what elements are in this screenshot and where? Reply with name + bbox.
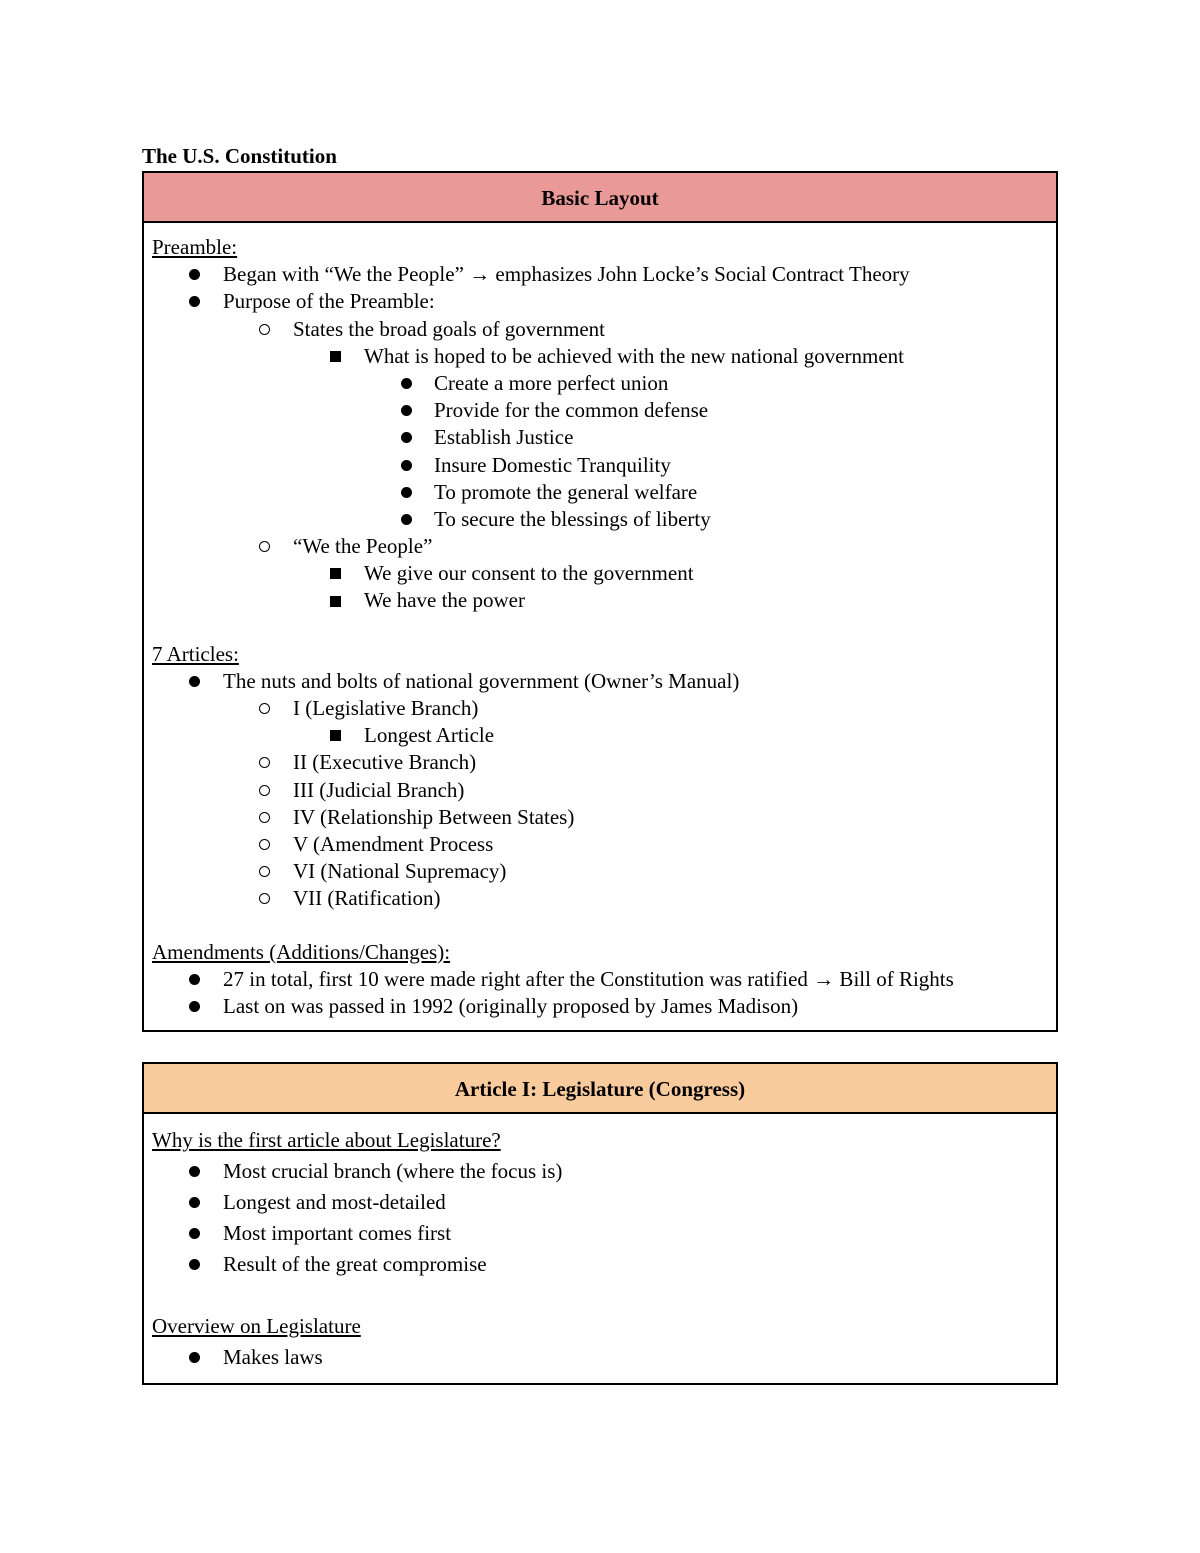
- bullet-dot-icon: [189, 1249, 200, 1280]
- bullet-square-icon: [330, 722, 341, 749]
- list-item: Makes laws: [152, 1342, 1048, 1373]
- list-item: The nuts and bolts of national government (Owner’s Manual): [152, 668, 1048, 695]
- list-item: Longest Article: [152, 722, 1048, 749]
- overview-heading: Overview on Legislature: [152, 1314, 361, 1338]
- list-item: Insure Domestic Tranquility: [152, 452, 1048, 479]
- bullet-circle-icon: [259, 777, 270, 804]
- list-item: Began with “We the People” → emphasizes John Locke’s Social Contract Theory: [152, 261, 1048, 288]
- bullet-square-icon: [330, 343, 341, 370]
- amendments-list: [152, 966, 1048, 1020]
- bullet-dot-icon: [401, 506, 412, 533]
- why-list: [152, 1156, 1048, 1280]
- bullet-dot-icon: [401, 424, 412, 451]
- bullet-circle-icon: [259, 858, 270, 885]
- list-item: We have the power: [152, 587, 1048, 614]
- why-heading: Why is the first article about Legislature?: [152, 1128, 501, 1152]
- preamble-heading: Preamble:: [152, 235, 238, 259]
- bullet-circle-icon: [259, 885, 270, 912]
- list-item: “We the People”: [152, 533, 1048, 560]
- preamble-list: [152, 261, 1048, 614]
- list-item: Establish Justice: [152, 424, 1048, 451]
- list-item: Last on was passed in 1992 (originally proposed by James Madison): [152, 993, 1048, 1020]
- list-item: VI (National Supremacy): [152, 858, 1048, 885]
- bullet-dot-icon: [189, 261, 200, 288]
- amendments-heading: Amendments (Additions/Changes):: [152, 939, 451, 964]
- list-item: States the broad goals of government: [152, 316, 1048, 343]
- document-title: The U.S. Constitution: [142, 144, 337, 168]
- list-item: I (Legislative Branch): [152, 695, 1048, 722]
- articles-list: [152, 668, 1048, 913]
- list-item: Provide for the common defense: [152, 397, 1048, 424]
- list-item: What is hoped to be achieved with the new national government: [152, 343, 1048, 370]
- bullet-square-icon: [330, 560, 341, 587]
- list-item: To promote the general welfare: [152, 479, 1048, 506]
- bullet-dot-icon: [189, 668, 200, 695]
- bullet-circle-icon: [259, 831, 270, 858]
- bullet-circle-icon: [259, 316, 270, 343]
- bullet-dot-icon: [401, 479, 412, 506]
- bullet-dot-icon: [189, 966, 200, 993]
- list-item: II (Executive Branch): [152, 749, 1048, 776]
- basic-layout-body: [144, 223, 1056, 1020]
- list-item: V (Amendment Process: [152, 831, 1048, 858]
- bullet-dot-icon: [401, 397, 412, 424]
- list-item: Most important comes first: [152, 1218, 1048, 1249]
- list-item: III (Judicial Branch): [152, 777, 1048, 804]
- list-item: Most crucial branch (where the focus is): [152, 1156, 1048, 1187]
- list-item: Result of the great compromise: [152, 1249, 1048, 1280]
- bullet-dot-icon: [401, 452, 412, 479]
- overview-list: [152, 1342, 1048, 1373]
- bullet-dot-icon: [401, 370, 412, 397]
- bullet-dot-icon: [189, 288, 200, 315]
- list-item: Create a more perfect union: [152, 370, 1048, 397]
- basic-layout-header: Basic Layout: [144, 173, 1056, 223]
- list-item: 27 in total, first 10 were made right after the Constitution was ratified → Bill of Rights: [152, 966, 1048, 993]
- list-item: Longest and most-detailed: [152, 1187, 1048, 1218]
- bullet-circle-icon: [259, 533, 270, 560]
- bullet-circle-icon: [259, 749, 270, 776]
- list-item: IV (Relationship Between States): [152, 804, 1048, 831]
- basic-layout-box: [142, 171, 1058, 1032]
- bullet-dot-icon: [189, 1187, 200, 1218]
- bullet-square-icon: [330, 587, 341, 614]
- list-item: VII (Ratification): [152, 885, 1048, 912]
- bullet-dot-icon: [189, 993, 200, 1020]
- bullet-dot-icon: [189, 1218, 200, 1249]
- bullet-circle-icon: [259, 804, 270, 831]
- bullet-dot-icon: [189, 1156, 200, 1187]
- list-item: Purpose of the Preamble:: [152, 288, 1048, 315]
- article-one-header: Article I: Legislature (Congress): [144, 1064, 1056, 1114]
- article-one-body: [144, 1114, 1056, 1373]
- articles-heading: 7 Articles:: [152, 641, 239, 666]
- list-item: To secure the blessings of liberty: [152, 506, 1048, 533]
- article-one-box: [142, 1062, 1058, 1385]
- bullet-dot-icon: [189, 1342, 200, 1373]
- list-item: We give our consent to the government: [152, 560, 1048, 587]
- bullet-circle-icon: [259, 695, 270, 722]
